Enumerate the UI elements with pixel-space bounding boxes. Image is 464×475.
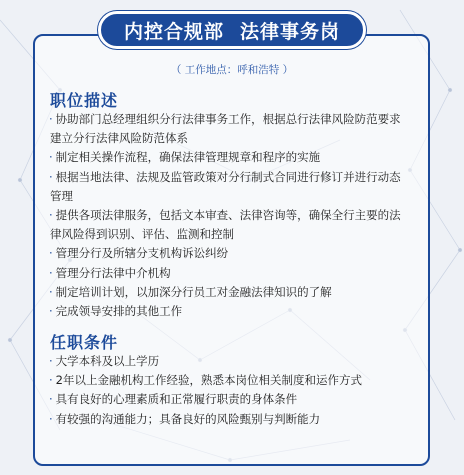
list-item: · 制定相关操作流程，确保法律管理规章和程序的实施 bbox=[49, 150, 321, 165]
position-name: 法律事务岗 bbox=[240, 20, 341, 43]
duties-list bbox=[50, 110, 410, 321]
department-name: 内控合规部 bbox=[123, 20, 224, 43]
duties-heading: 职位描述 bbox=[50, 91, 119, 110]
list-item: · 制定培训计划，以加深分行员工对金融法律知识的了解 bbox=[49, 284, 332, 299]
list-item: · 完成领导安排的其他工作 bbox=[49, 304, 183, 319]
list-item: · 管理分行及所辖分支机构诉讼纠纷 bbox=[49, 246, 229, 261]
requirements-heading: 任职条件 bbox=[50, 333, 119, 352]
requirements-list bbox=[50, 352, 410, 429]
list-item: · 2年以上金融机构工作经验，熟悉本岗位相关制度和运作方式 bbox=[49, 373, 362, 388]
work-location: （ 工作地点：呼和浩特 ） bbox=[170, 64, 294, 76]
list-item: · 具有良好的心理素质和正常履行职责的身体条件 bbox=[49, 392, 298, 407]
job-title-banner bbox=[98, 11, 366, 49]
list-item: · 根据当地法律、法规及监管政策对分行制式合同进行修订并进行动态管理 bbox=[49, 169, 401, 203]
list-item: · 协助部门总经理组织分行法律事务工作，根据总行法律风险防范要求建立分行法律风险防范体系 bbox=[49, 112, 401, 146]
list-item: · 大学本科及以上学历 bbox=[49, 354, 160, 368]
list-item: · 有较强的沟通能力；具备良好的风险甄别与判断能力 bbox=[49, 411, 321, 426]
list-item: · 提供各项法律服务，包括文本审查、法律咨询等，确保全行主要的法律风险得到识别、评估、监测和控制 bbox=[49, 208, 401, 242]
list-item: · 管理分行法律中介机构 bbox=[49, 265, 171, 280]
